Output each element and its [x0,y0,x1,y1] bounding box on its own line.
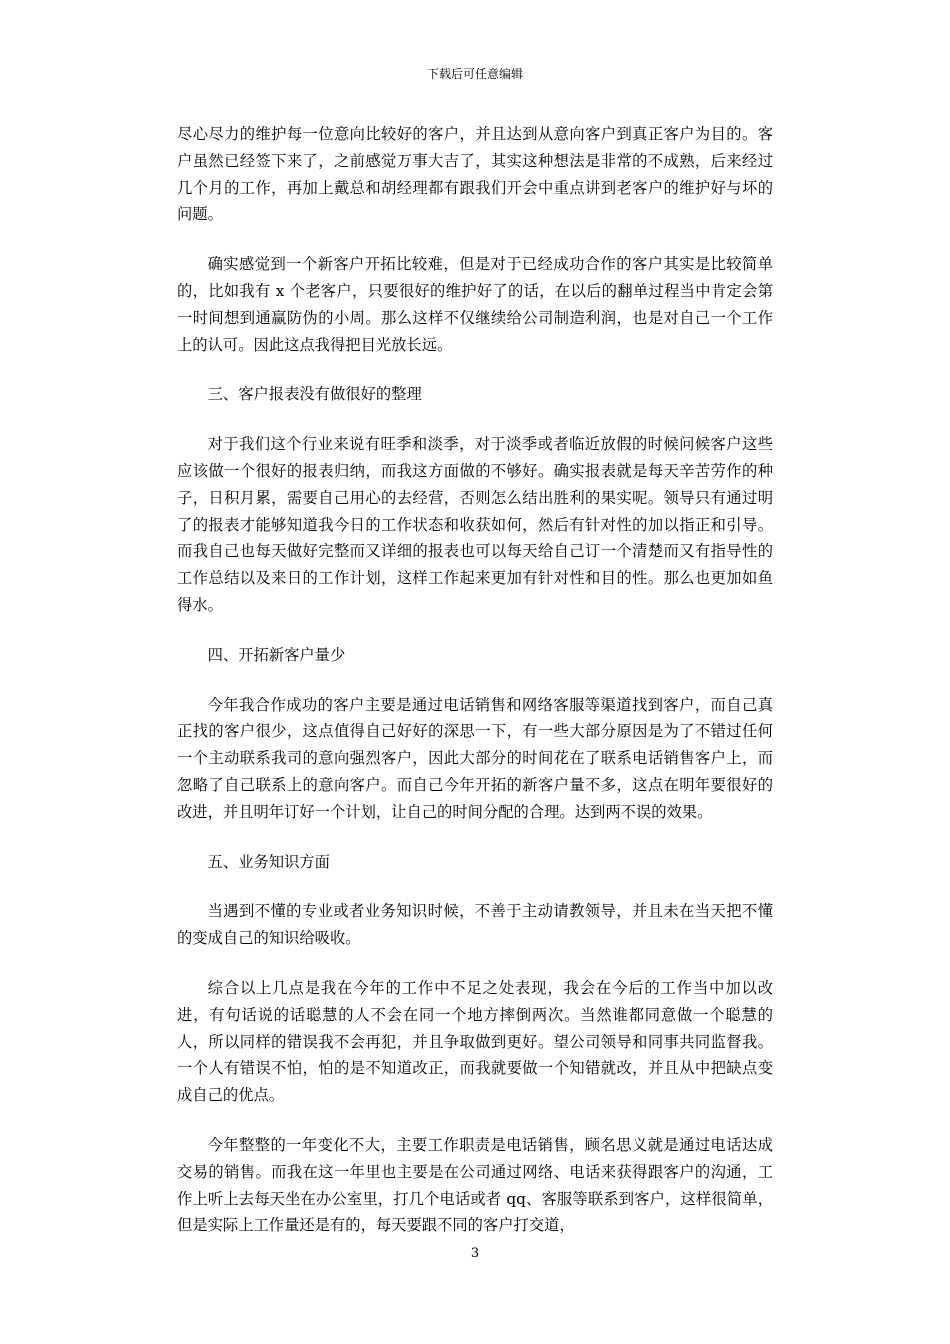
paragraph: 今年整整的一年变化不大，主要工作职责是电话销售，顾名思义就是通过电话达成交易的销售。而我在这一年里也主要是在公司通过网络、电话来获得跟客户的沟通，工作上听上去每天坐在办公室里，打几个电话或者 qq、客服等联系到客户，这样很简单，但是实际上工作量还是有的，每天要跟不同的客户打交道， [177,1135,773,1235]
paragraph: 对于我们这个行业来说有旺季和淡季，对于淡季或者临近放假的时候问候客户这些应该做一个很好的报表归纳，而我这方面做的不够好。确实报表就是每天辛苦劳作的种子，日积月累，需要自己用心的去经营，否则怎么结出胜利的果实呢。领导只有通过明了的报表才能够知道我今日的工作状态和收获如何，然后有针对性的加以指正和引导。而我自己也每天做好完整而又详细的报表也可以每天给自己订一个清楚而又有指导性的工作总结以及来日的工作计划，这样工作起来更加有针对性和目的性。那么也更加如鱼得水。 [177,435,773,614]
paragraph: 确实感觉到一个新客户开拓比较难，但是对于已经成功合作的客户其实是比较简单的，比如我有 x 个老客户，只要很好的维护好了的话，在以后的翻单过程当中肯定会第一时间想到通赢防伪的小周。那么这样不仅继续给公司制造利润，也是对自己一个工作上的认可。因此这点我得把目光放长远。 [177,255,773,354]
section-heading-3: 三、客户报表没有做很好的整理 [207,385,422,404]
header-text: 下载后可任意编辑 [426,67,523,81]
document-body [177,121,773,1262]
page-number: 3 [470,1246,480,1261]
section-heading-5: 五、业务知识方面 [207,852,330,871]
paragraph: 当遇到不懂的专业或者业务知识时候，不善于主动请教领导，并且未在当天把不懂的变成自己的知识给吸收。 [177,902,773,948]
paragraph-continuation: 尽心尽力的维护每一位意向比较好的客户，并且达到从意向客户到真正客户为目的。客户虽然已经签下来了，之前感觉万事大吉了，其实这种想法是非常的不成熟，后来经过几个月的工作，再加上戴总和胡经理都有跟我们开会中重点讲到老客户的维护好与坏的问题。 [177,125,773,224]
section-heading-4: 四、开拓新客户量少 [207,645,346,664]
paragraph: 今年我合作成功的客户主要是通过电话销售和网络客服等渠道找到客户，而自己真正找的客户很少，这点值得自己好好的深思一下，有一些大部分原因是为了不错过任何一个主动联系我司的意向强烈客户，因此大部分的时间花在了联系电话销售客户上，而忽略了自己联系上的意向客户。而自己今年开拓的新客户量不多，这点在明年要很好的改进，并且明年订好一个计划，让自己的时间分配的合理。达到两不误的效果。 [177,695,773,821]
page-footer [0,1246,950,1262]
paragraph: 综合以上几点是我在今年的工作中不足之处表现，我会在今后的工作当中加以改进，有句话说的话聪慧的人不会在同一个地方摔倒两次。当然谁都同意做一个聪慧的人，所以同样的错误我不会再犯，并且争取做到更好。望公司领导和同事共同监督我。一个人有错误不怕，怕的是不知道改正，而我就要做一个知错就改，并且从中把缺点变成自己的优点。 [177,978,773,1105]
page-header [0,66,950,82]
